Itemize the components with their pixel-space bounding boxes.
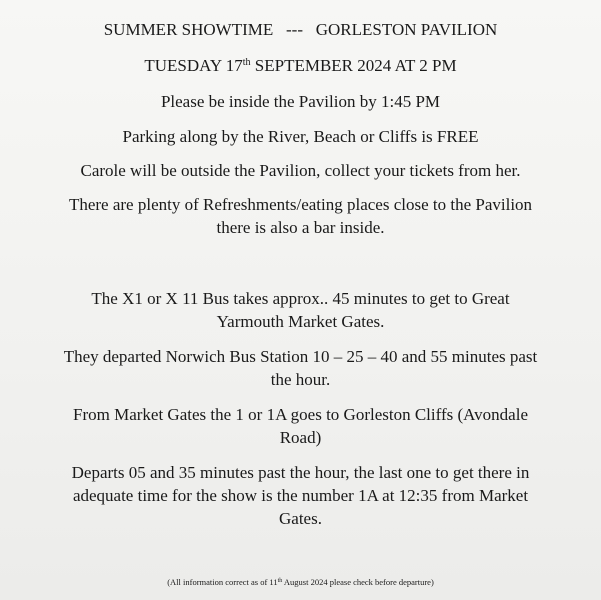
event-title: SUMMER SHOWTIME (103, 20, 274, 39)
last-bus-line-3: Gates. (279, 509, 322, 528)
bus-info-line-1: The X1 or X 11 Bus takes approx.. 45 minutes to get to Great (91, 289, 510, 308)
refreshments-line-1: There are plenty of Refreshments/eating places close to the Pavilion (68, 195, 533, 214)
event-date: TUESDAY 17th SEPTEMBER 2024 AT 2 PM (144, 56, 457, 75)
header-separator: --- (286, 20, 303, 39)
market-gates-line-2: Road) (279, 428, 322, 447)
tickets-info: Carole will be outside the Pavilion, collect your tickets from her. (80, 161, 521, 180)
parking-info: Parking along by the River, Beach or Cliffs is FREE (122, 127, 479, 146)
venue-title: GORLESTON PAVILION (315, 20, 498, 39)
departure-info-line-2: the hour. (270, 370, 331, 389)
footnote: (All information correct as of 11th August 2024 please check before departure) (167, 577, 434, 587)
last-bus-line-1: Departs 05 and 35 minutes past the hour, the last one to get there in (71, 463, 530, 482)
refreshments-line-2: there is also a bar inside. (216, 218, 385, 237)
market-gates-line-1: From Market Gates the 1 or 1A goes to Gorleston Cliffs (Avondale (73, 405, 528, 424)
departure-info-line-1: They departed Norwich Bus Station 10 – 25 – 40 and 55 minutes past (63, 347, 538, 366)
notice-header (0, 19, 601, 41)
arrival-time: Please be inside the Pavilion by 1:45 PM (160, 92, 441, 111)
bus-info-line-2: Yarmouth Market Gates. (216, 312, 385, 331)
last-bus-line-2: adequate time for the show is the number 1A at 12:35 from Market (72, 486, 529, 505)
